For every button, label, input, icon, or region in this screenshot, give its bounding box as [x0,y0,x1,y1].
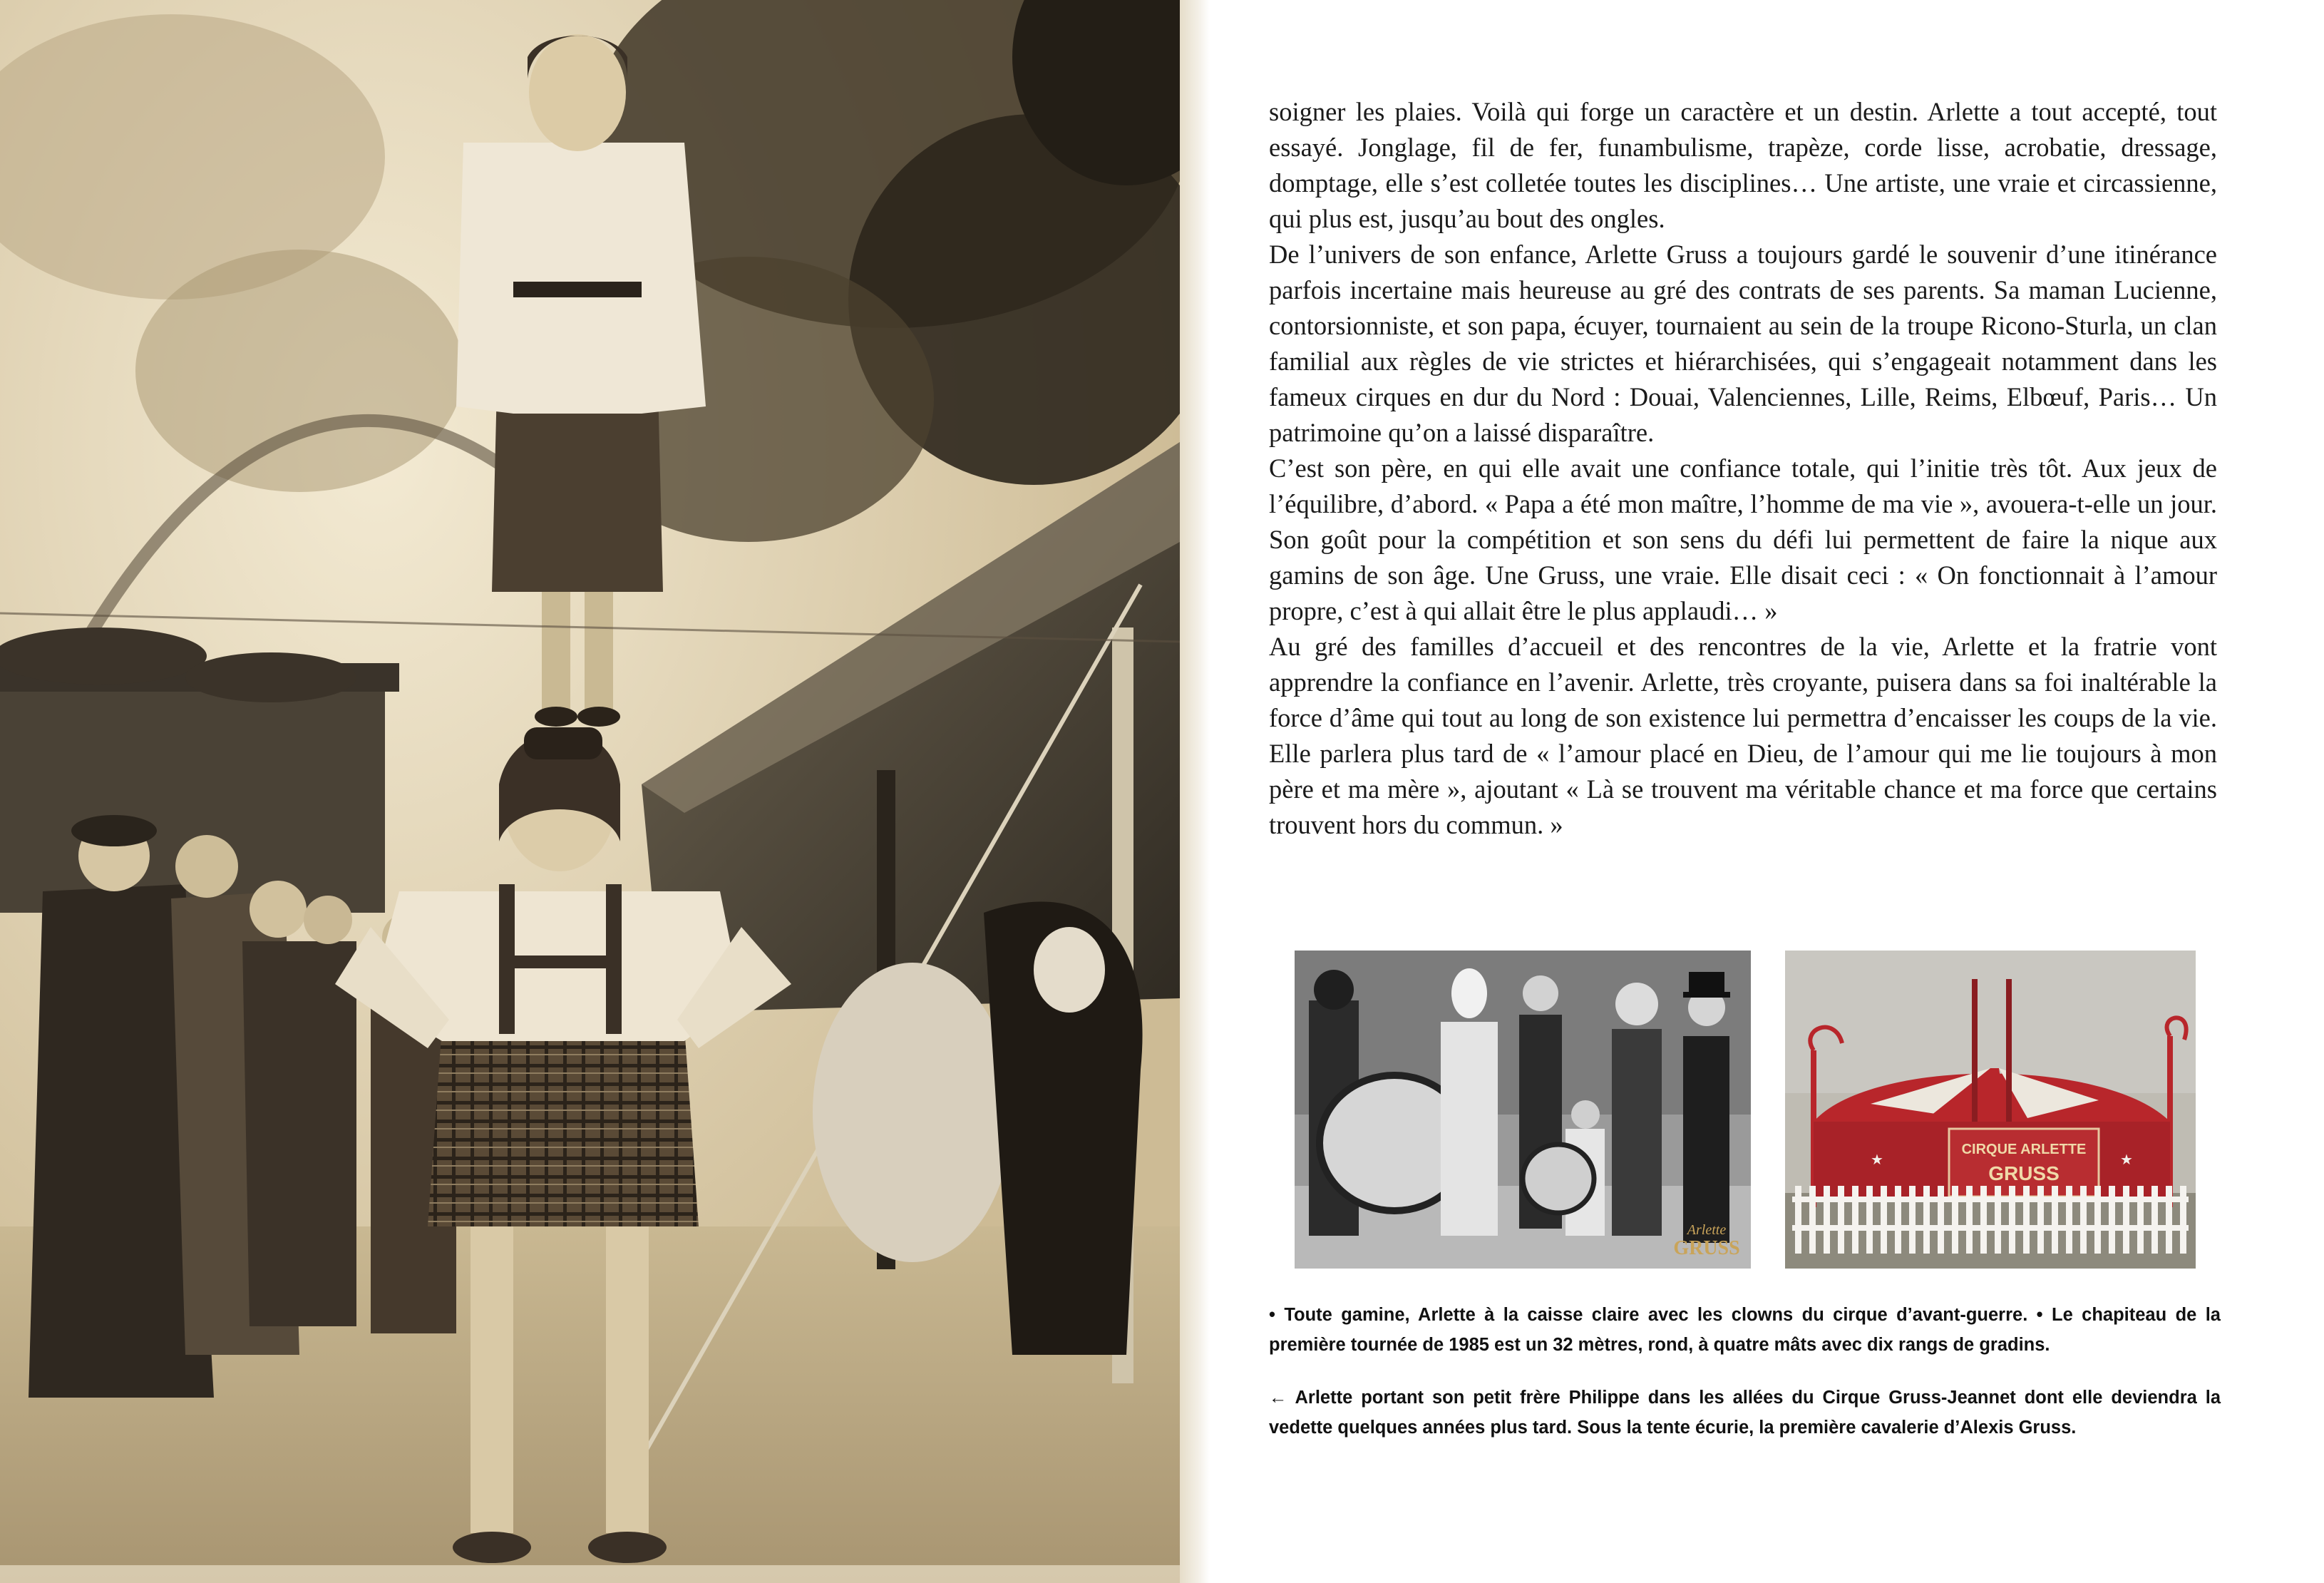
chapiteau-painting [1785,951,2196,1269]
svg-text:★: ★ [2120,1151,2133,1168]
chapiteau-sign-line1: CIRQUE ARLETTE [1961,1142,2087,1157]
caption-small-photos: • Toute gamine, Arlette à la caisse claire avec les clowns du cirque d’avant-guerre. • Le chapiteau de la première tournée de 1985 est un 32 mètres, rond, à quatre mâts avec dix rangs de gradins. [1269,1305,2221,1355]
clowns-photo-logo-top: Arlette [1687,1222,1727,1238]
body-paragraph: De l’univers de son enfance, Arlette Gruss a toujours gardé le souvenir d’une itinérance parfois incertaine mais heureuse au gré des contrats de ses parents. Sa maman Lucienne, contorsionniste, et son papa, écuyer, tournaient au sein de la troupe Ricono-Sturla, un clan familial aux règles de vie strictes et hiérarchisées, qui s’engageait notamment dans les fameux cirques en dur du Nord : Douai, Valenciennes, Lille, Reims, Elbœuf, Paris… Un patrimoine qu’on a laissé disparaître. [1269,240,2217,447]
svg-text:★: ★ [1871,1151,1883,1168]
body-paragraph: soigner les plaies. Voilà qui forge un caractère et un destin. Arlette a tout accepté, tout essayé. Jonglage, fil de fer, funambulisme, trapèze, corde lisse, acrobatie, dressage, domptage, elle s’est colletée toutes les disciplines… Une artiste, une vraie et circassienne, qui plus est, jusqu’au bout des ongles. [1269,97,2217,233]
body-paragraph: Au gré des familles d’accueil et des rencontres de la vie, Arlette et la fratrie vont apprendre la confiance en l’avenir. Arlette, très croyante, puisera dans sa foi inaltérable la force d’âme qui tout au long de son existence lui permettra d’encaisser les coups de la vie. Elle parlera plus tard de « l’amour placé en Dieu, de l’amour qui me lie toujours à mon père et ma mère », ajoutant « Là se trouvent ma véritable chance et ma force que certains trouvent hors du commun. » [1269,632,2217,839]
caption-main-photo: ← Arlette portant son petit frère Philippe dans les allées du Cirque Gruss-Jeannet dont elle deviendra la vedette quelques années plus tard. Sous la tente écurie, la première cavalerie d’Alexis Gruss. [1269,1388,2221,1438]
clowns-band-photo [1295,951,1751,1269]
chapiteau-sign-line2: GRUSS [1988,1162,2060,1184]
body-text-column [1269,94,2217,843]
page-gutter [1180,0,1210,1583]
clowns-photo-logo-bottom: GRUSS [1673,1237,1740,1259]
body-paragraph: C’est son père, en qui elle avait une confiance totale, qui l’initie très tôt. Aux jeux de l’équilibre, d’abord. « Papa a été mon maître, l’homme de ma vie », avouera-t-elle un jour. Son goût pour la compétition et son sens du défi lui permettent de faire la nique aux gamins de son âge. Une Gruss, une vraie. Elle disait ceci : « On fonctionnait à l’amour propre, c’est à qui allait être le plus applaudi… » [1269,454,2217,625]
photo-captions [1269,1300,2221,1443]
